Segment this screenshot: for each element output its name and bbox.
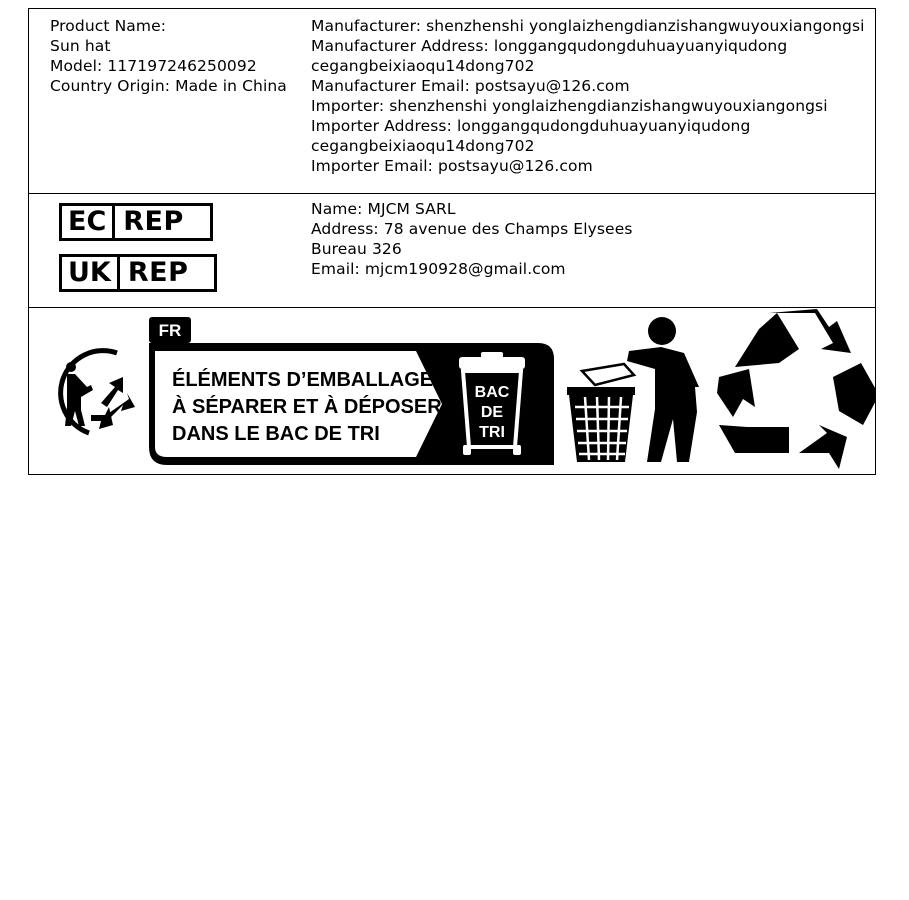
product-name-label: Product Name:	[50, 17, 167, 35]
triman-icon	[61, 351, 135, 433]
recycle-icon	[717, 309, 875, 469]
fr-instruction-line-3: DANS LE BAC DE TRI	[172, 423, 380, 445]
representative-section	[29, 193, 875, 308]
recycling-section	[29, 307, 875, 474]
recycling-graphics	[29, 307, 875, 474]
importer-email: Importer Email: postsayu@126.com	[311, 157, 593, 175]
fr-instruction-line-2: À SÉPARER ET À DÉPOSER	[172, 396, 442, 418]
manufacturer-address-cont: cegangbeixiaoqu14dong702	[311, 57, 535, 75]
ec-rep-right: REP	[123, 206, 184, 237]
product-info-section	[29, 9, 875, 194]
ec-rep-left: EC	[62, 206, 115, 238]
uk-rep-badge	[59, 254, 217, 292]
uk-rep-left: UK	[62, 257, 120, 289]
bin-line-2: DE	[480, 404, 504, 421]
manufacturer-name: Manufacturer: shenzhenshi yonglaizhengdianzishangwuyouxiangongsi	[311, 17, 865, 35]
country-origin: Country Origin: Made in China	[50, 77, 287, 95]
fr-tag: FR	[158, 321, 182, 340]
bin-line-3: TRI	[479, 424, 505, 441]
fr-instruction-label	[149, 317, 554, 465]
product-model: Model: 117197246250092	[50, 57, 257, 75]
fr-instruction-line-1: ÉLÉMENTS D’EMBALLAGE	[172, 369, 434, 391]
manufacturer-email: Manufacturer Email: postsayu@126.com	[311, 77, 630, 95]
ec-rep-badge	[59, 203, 213, 241]
representative-details	[311, 199, 633, 279]
product-details	[50, 16, 287, 96]
importer-address-cont: cegangbeixiaoqu14dong702	[311, 137, 535, 155]
rep-address: Address: 78 avenue des Champs Elysees	[311, 220, 633, 238]
manufacturer-address: Manufacturer Address: longgangqudongduhuayuanyiqudong	[311, 37, 788, 55]
importer-name: Importer: shenzhenshi yonglaizhengdianzishangwuyouxiangongsi	[311, 97, 828, 115]
rep-name: Name: MJCM SARL	[311, 200, 456, 218]
rep-email: Email: mjcm190928@gmail.com	[311, 260, 566, 278]
importer-address: Importer Address: longgangqudongduhuayuanyiqudong	[311, 117, 751, 135]
rep-bureau: Bureau 326	[311, 240, 402, 258]
bin-line-1: BAC	[474, 384, 510, 401]
tidyman-icon	[567, 317, 699, 462]
uk-rep-right: REP	[127, 257, 189, 288]
product-name-value: Sun hat	[50, 37, 111, 55]
compliance-label	[28, 8, 876, 475]
manufacturer-details	[311, 16, 865, 176]
